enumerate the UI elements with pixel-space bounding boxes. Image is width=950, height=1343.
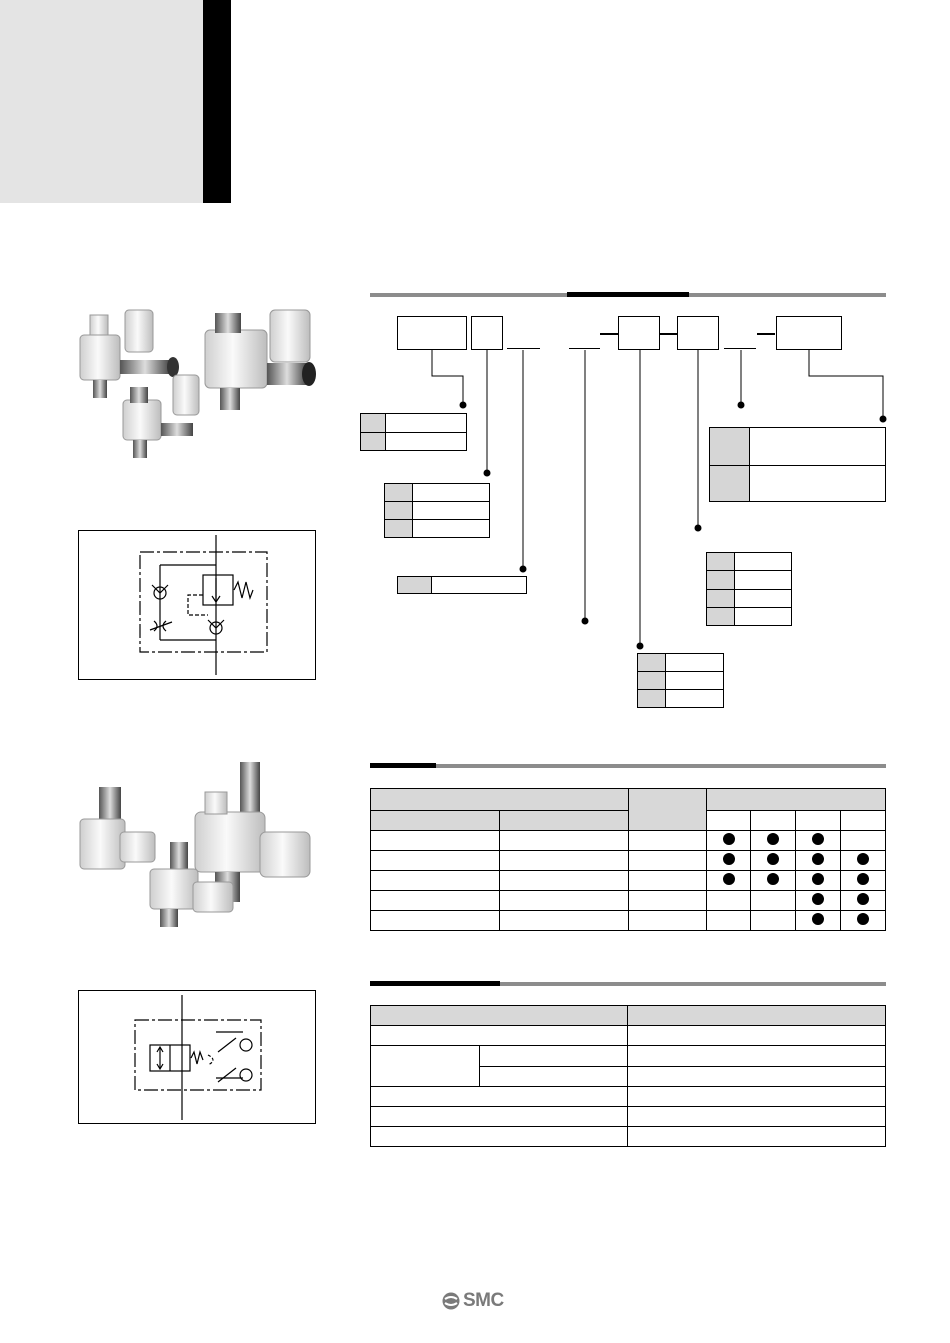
availability-dot <box>812 873 824 885</box>
brand-name: SMC <box>463 1290 504 1311</box>
order-key-table-b <box>384 483 490 538</box>
availability-dot <box>857 893 869 905</box>
models-header-sizes <box>707 789 886 811</box>
models-header-type <box>629 789 707 831</box>
availability-dot <box>812 833 824 845</box>
order-key-table-f <box>637 653 724 708</box>
models-table-row <box>371 891 886 911</box>
availability-dot <box>723 853 735 865</box>
order-key-table-e <box>706 552 792 626</box>
models-table-row <box>371 831 886 851</box>
availability-dot <box>857 853 869 865</box>
symbol-diagram-2 <box>78 990 316 1124</box>
availability-dot <box>767 873 779 885</box>
availability-dot <box>723 873 735 885</box>
section-rule-specs-accent <box>370 981 500 986</box>
models-table-row <box>371 911 886 931</box>
availability-dot <box>812 853 824 865</box>
valve-photo-bottom <box>75 757 325 932</box>
section-rule-models <box>370 764 886 768</box>
models-table-row <box>371 871 886 891</box>
models-table <box>370 788 886 931</box>
models-table-body <box>371 831 886 931</box>
availability-dot <box>767 833 779 845</box>
models-header-model <box>371 789 629 811</box>
section-rule-models-accent <box>370 763 436 768</box>
order-key-table-c <box>397 576 527 594</box>
availability-dot <box>812 893 824 905</box>
availability-dot <box>723 833 735 845</box>
availability-dot <box>857 913 869 925</box>
models-table-row <box>371 851 886 871</box>
order-key-table-d <box>709 427 886 502</box>
availability-dot <box>767 853 779 865</box>
availability-dot <box>812 913 824 925</box>
availability-dot <box>857 873 869 885</box>
order-key-table-a <box>360 413 467 451</box>
brand-logo <box>441 1290 511 1312</box>
brand-logo-icon <box>441 1292 461 1310</box>
specifications-table <box>370 1005 886 1147</box>
